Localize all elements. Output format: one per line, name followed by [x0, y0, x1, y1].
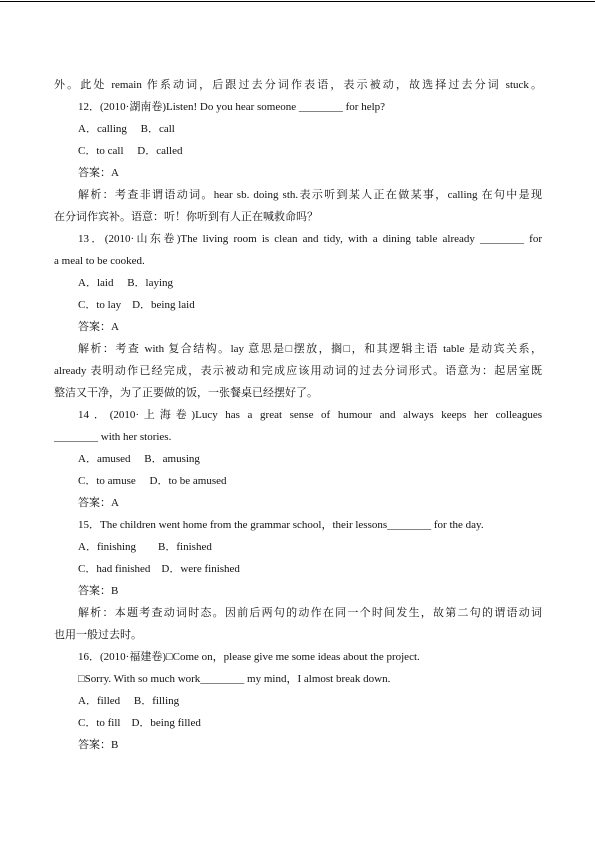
document-body	[54, 74, 542, 756]
answer-line: 答案：A	[78, 497, 119, 509]
question-12: 12．(2010·湖南卷)Listen! Do you hear someone ________ for help?	[78, 101, 386, 113]
explanation-line: 在分词作宾补。语意：听！你听到有人正在喊救命吗？	[54, 211, 318, 223]
option-line: C．to amuse D．to be amused	[78, 475, 227, 487]
option-line: C．to fill D．being filled	[78, 717, 201, 729]
question-14-cont: ________ with her stories.	[54, 431, 172, 443]
explanation-line: 解析：考查 with 复合结构。lay 意思是□摆放，搁□，和其逻辑主语 table 是动宾关系，	[78, 343, 542, 355]
question-13-cont: a meal to be cooked.	[54, 255, 145, 267]
option-line: C．to lay D．being laid	[78, 299, 195, 311]
explanation-line: 也用一般过去时。	[54, 629, 142, 641]
explanation-line: 解析：考查非谓语动词。hear sb. doing sth.表示听到某人正在做某事，calling 在句中是现	[78, 189, 542, 201]
explanation-line: 解析：本题考查动词时态。因前后两句的动作在同一个时间发生，故第二句的谓语动词	[78, 607, 542, 619]
option-line: A．filled B．filling	[78, 695, 180, 707]
answer-line: 答案：B	[78, 585, 119, 597]
option-line: A．amused B．amusing	[78, 453, 200, 465]
option-line: A．calling B．call	[78, 123, 175, 135]
question-13: 13．(2010·山东卷)The living room is clean and tidy, with a dining table already ________ for	[78, 233, 542, 245]
explanation-line: 整洁又干净，为了正要做的饭，一张餐桌已经摆好了。	[54, 387, 318, 399]
option-line: A．laid B．laying	[78, 277, 174, 289]
question-16: 16．(2010·福建卷)□Come on，please give me some ideas about the project.	[78, 651, 420, 663]
question-15: 15．The children went home from the grammar school，their lessons________ for the day.	[78, 519, 484, 531]
text-line: 外。此处 remain 作系动词，后跟过去分词作表语，表示被动，故选择过去分词 stuck。	[54, 79, 542, 91]
option-line: C．to call D．called	[78, 145, 183, 157]
answer-line: 答案：B	[78, 739, 119, 751]
answer-line: 答案：A	[78, 167, 119, 179]
question-16-dialogue: □Sorry. With so much work________ my mind，I almost break down.	[78, 673, 391, 685]
option-line: C．had finished D．were finished	[78, 563, 240, 575]
explanation-line: already 表明动作已经完成，表示被动和完成应该用动词的过去分词形式。语意为：起居室既	[54, 365, 542, 377]
page-top-rule	[0, 1, 595, 2]
answer-line: 答案：A	[78, 321, 119, 333]
option-line: A．finishing B．finished	[78, 541, 212, 553]
question-14: 14．(2010·上海卷)Lucy has a great sense of humour and always keeps her colleagues	[78, 409, 542, 421]
